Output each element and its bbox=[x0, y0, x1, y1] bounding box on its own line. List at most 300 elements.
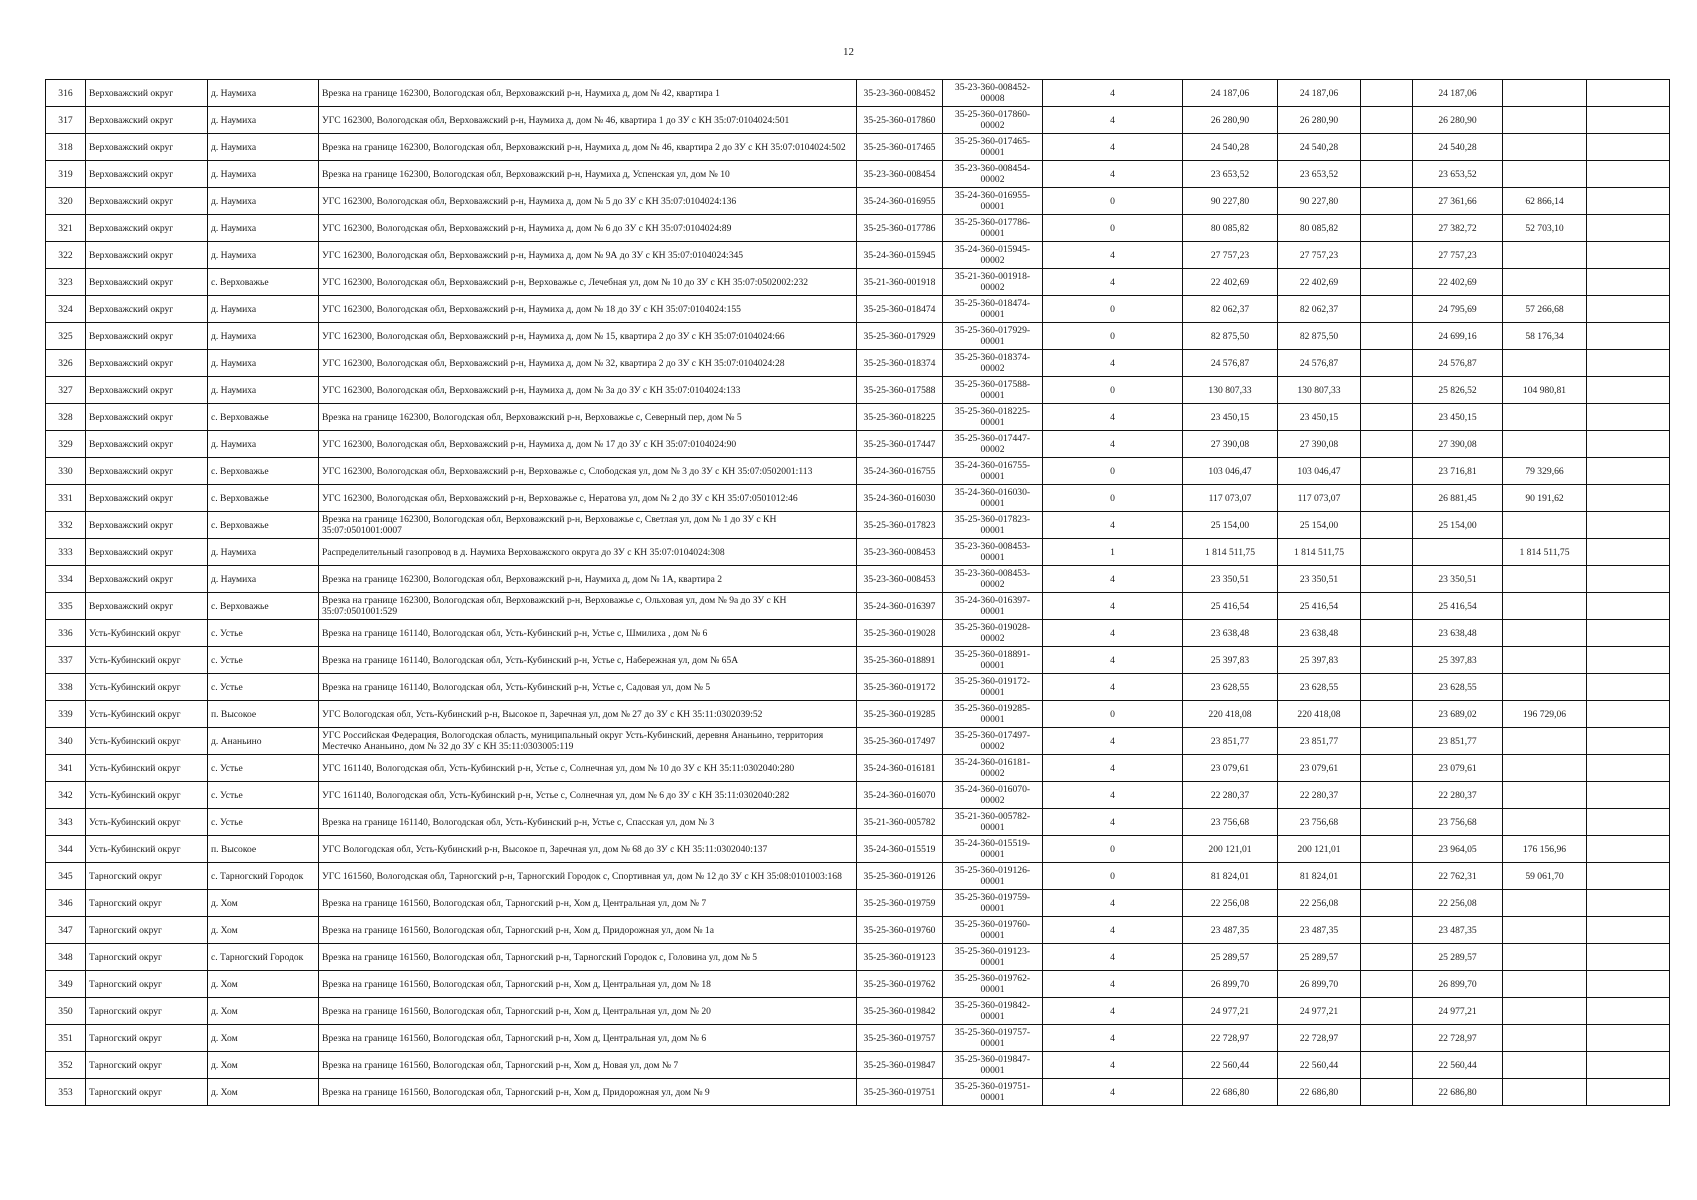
object-subcode-cell: 35-21-360-005782-00001 bbox=[943, 809, 1043, 836]
settlement-cell: с. Верховажье bbox=[208, 593, 319, 620]
settlement-cell: д. Хом bbox=[208, 890, 319, 917]
total-cost-cell: 25 289,57 bbox=[1183, 944, 1278, 971]
fee-cell: 25 416,54 bbox=[1413, 593, 1503, 620]
empty-last-cell bbox=[1587, 620, 1670, 647]
object-subcode-cell: 35-24-360-016397-00001 bbox=[943, 593, 1043, 620]
object-subcode-cell: 35-25-360-019285-00001 bbox=[943, 701, 1043, 728]
page-number: 12 bbox=[843, 46, 854, 58]
total-cost-cell: 80 085,82 bbox=[1183, 215, 1278, 242]
description-cell: Врезка на границе 162300, Вологодская обл, Верховажский р-н, Наумиха д, дом № 46, квартира 2 до ЗУ с КН 35:07:0104024:502 bbox=[319, 134, 857, 161]
description-cell: Врезка на границе 162300, Вологодская обл, Верховажский р-н, Верховажье с, Северный пер, дом № 5 bbox=[319, 404, 857, 431]
object-subcode-cell: 35-23-360-008453-00001 bbox=[943, 539, 1043, 566]
fee-cell: 22 560,44 bbox=[1413, 1052, 1503, 1079]
category-cell: 4 bbox=[1043, 647, 1183, 674]
category-cell: 0 bbox=[1043, 377, 1183, 404]
table-row bbox=[46, 215, 1670, 242]
settlement-cell: с. Верховажье bbox=[208, 269, 319, 296]
district-cell: Верховажский округ bbox=[86, 350, 208, 377]
total-cost-cell: 22 402,69 bbox=[1183, 269, 1278, 296]
cost-cell: 80 085,82 bbox=[1278, 215, 1361, 242]
cost-cell: 22 280,37 bbox=[1278, 782, 1361, 809]
category-cell: 4 bbox=[1043, 512, 1183, 539]
category-cell: 0 bbox=[1043, 296, 1183, 323]
empty-cost-cell bbox=[1361, 512, 1413, 539]
object-code-cell: 35-21-360-001918 bbox=[857, 269, 943, 296]
settlement-cell: д. Наумиха bbox=[208, 107, 319, 134]
row-number-cell: 325 bbox=[46, 323, 86, 350]
category-cell: 1 bbox=[1043, 539, 1183, 566]
empty-last-cell bbox=[1587, 188, 1670, 215]
description-cell: УГС Вологодская обл, Усть-Кубинский р-н, Высокое п, Заречная ул, дом № 27 до ЗУ с КН 35:11:0302039:52 bbox=[319, 701, 857, 728]
empty-cost-cell bbox=[1361, 674, 1413, 701]
settlement-cell: с. Верховажье bbox=[208, 404, 319, 431]
cost-cell: 22 560,44 bbox=[1278, 1052, 1361, 1079]
object-subcode-cell: 35-25-360-019757-00001 bbox=[943, 1025, 1043, 1052]
fee-cell: 27 361,66 bbox=[1413, 188, 1503, 215]
fee-cell: 23 450,15 bbox=[1413, 404, 1503, 431]
table-row bbox=[46, 377, 1670, 404]
cost-cell: 200 121,01 bbox=[1278, 836, 1361, 863]
empty-last-cell bbox=[1587, 296, 1670, 323]
object-code-cell: 35-24-360-015519 bbox=[857, 836, 943, 863]
row-number-cell: 345 bbox=[46, 863, 86, 890]
category-cell: 0 bbox=[1043, 863, 1183, 890]
table-row bbox=[46, 350, 1670, 377]
cost-cell: 24 540,28 bbox=[1278, 134, 1361, 161]
object-subcode-cell: 35-25-360-019751-00001 bbox=[943, 1079, 1043, 1106]
registry-table bbox=[45, 79, 1670, 1106]
category-cell: 4 bbox=[1043, 161, 1183, 188]
empty-last-cell bbox=[1587, 404, 1670, 431]
description-cell: УГС 162300, Вологодская обл, Верховажский р-н, Наумиха д, дом № 5 до ЗУ с КН 35:07:0104024:136 bbox=[319, 188, 857, 215]
empty-cost-cell bbox=[1361, 755, 1413, 782]
row-number-cell: 353 bbox=[46, 1079, 86, 1106]
cost-cell: 81 824,01 bbox=[1278, 863, 1361, 890]
description-cell: Врезка на границе 162300, Вологодская обл, Верховажский р-н, Наумиха д, Успенская ул, дом № 10 bbox=[319, 161, 857, 188]
district-cell: Тарногский округ bbox=[86, 917, 208, 944]
fee-cell: 23 851,77 bbox=[1413, 728, 1503, 755]
total-cost-cell: 24 187,06 bbox=[1183, 80, 1278, 107]
district-cell: Тарногский округ bbox=[86, 1079, 208, 1106]
district-cell: Усть-Кубинский округ bbox=[86, 728, 208, 755]
cost-cell: 22 256,08 bbox=[1278, 890, 1361, 917]
fee-cell: 22 402,69 bbox=[1413, 269, 1503, 296]
category-cell: 4 bbox=[1043, 431, 1183, 458]
object-subcode-cell: 35-25-360-019172-00001 bbox=[943, 674, 1043, 701]
description-cell: Врезка на границе 161560, Вологодская обл, Тарногский р-н, Хом д, Придорожная ул, дом № 1а bbox=[319, 917, 857, 944]
total-cost-cell: 24 540,28 bbox=[1183, 134, 1278, 161]
table-row bbox=[46, 485, 1670, 512]
object-subcode-cell: 35-23-360-008452-00008 bbox=[943, 80, 1043, 107]
total-cost-cell: 90 227,80 bbox=[1183, 188, 1278, 215]
empty-cost-cell bbox=[1361, 458, 1413, 485]
district-cell: Верховажский округ bbox=[86, 512, 208, 539]
empty-last-cell bbox=[1587, 161, 1670, 188]
empty-last-cell bbox=[1587, 863, 1670, 890]
settlement-cell: д. Хом bbox=[208, 917, 319, 944]
row-number-cell: 317 bbox=[46, 107, 86, 134]
empty-last-cell bbox=[1587, 458, 1670, 485]
fee-cell: 24 795,69 bbox=[1413, 296, 1503, 323]
row-number-cell: 323 bbox=[46, 269, 86, 296]
object-subcode-cell: 35-24-360-016955-00001 bbox=[943, 188, 1043, 215]
description-cell: Врезка на границе 161560, Вологодская обл, Тарногский р-н, Хом д, Центральная ул, дом № 20 bbox=[319, 998, 857, 1025]
row-number-cell: 348 bbox=[46, 944, 86, 971]
row-number-cell: 341 bbox=[46, 755, 86, 782]
cost-cell: 220 418,08 bbox=[1278, 701, 1361, 728]
fee-cell: 22 728,97 bbox=[1413, 1025, 1503, 1052]
category-cell: 0 bbox=[1043, 701, 1183, 728]
category-cell: 4 bbox=[1043, 917, 1183, 944]
cost-cell: 130 807,33 bbox=[1278, 377, 1361, 404]
total-cost-cell: 22 560,44 bbox=[1183, 1052, 1278, 1079]
object-code-cell: 35-25-360-019126 bbox=[857, 863, 943, 890]
empty-last-cell bbox=[1587, 431, 1670, 458]
object-subcode-cell: 35-25-360-017447-00002 bbox=[943, 431, 1043, 458]
category-cell: 4 bbox=[1043, 593, 1183, 620]
extra-cost-cell bbox=[1503, 674, 1587, 701]
description-cell: УГС 162300, Вологодская обл, Верховажский р-н, Наумиха д, дом № 17 до ЗУ с КН 35:07:0104024:90 bbox=[319, 431, 857, 458]
total-cost-cell: 23 756,68 bbox=[1183, 809, 1278, 836]
table-row bbox=[46, 1079, 1670, 1106]
settlement-cell: с. Устье bbox=[208, 620, 319, 647]
settlement-cell: д. Наумиха bbox=[208, 296, 319, 323]
description-cell: Врезка на границе 162300, Вологодская обл, Верховажский р-н, Наумиха д, дом № 42, квартира 1 bbox=[319, 80, 857, 107]
description-cell: Врезка на границе 162300, Вологодская обл, Верховажский р-н, Верховажье с, Светлая ул, дом № 1 до ЗУ с КН 35:07:0501001:0007 bbox=[319, 512, 857, 539]
fee-cell: 25 826,52 bbox=[1413, 377, 1503, 404]
empty-cost-cell bbox=[1361, 647, 1413, 674]
category-cell: 0 bbox=[1043, 485, 1183, 512]
table-row bbox=[46, 674, 1670, 701]
empty-cost-cell bbox=[1361, 296, 1413, 323]
fee-cell: 24 187,06 bbox=[1413, 80, 1503, 107]
table-row bbox=[46, 998, 1670, 1025]
description-cell: Врезка на границе 161140, Вологодская обл, Усть-Кубинский р-н, Устье с, Шмилиха , дом № 6 bbox=[319, 620, 857, 647]
category-cell: 4 bbox=[1043, 674, 1183, 701]
fee-cell: 23 079,61 bbox=[1413, 755, 1503, 782]
category-cell: 0 bbox=[1043, 188, 1183, 215]
district-cell: Верховажский округ bbox=[86, 215, 208, 242]
description-cell: УГС 162300, Вологодская обл, Верховажский р-н, Наумиха д, дом № 46, квартира 1 до ЗУ с КН 35:07:0104024:501 bbox=[319, 107, 857, 134]
total-cost-cell: 23 851,77 bbox=[1183, 728, 1278, 755]
object-subcode-cell: 35-24-360-016070-00002 bbox=[943, 782, 1043, 809]
settlement-cell: с. Устье bbox=[208, 782, 319, 809]
object-subcode-cell: 35-25-360-018374-00002 bbox=[943, 350, 1043, 377]
description-cell: УГС 162300, Вологодская обл, Верховажский р-н, Наумиха д, дом № 3а до ЗУ с КН 35:07:0104024:133 bbox=[319, 377, 857, 404]
empty-cost-cell bbox=[1361, 269, 1413, 296]
row-number-cell: 346 bbox=[46, 890, 86, 917]
object-subcode-cell: 35-25-360-019847-00001 bbox=[943, 1052, 1043, 1079]
cost-cell: 26 899,70 bbox=[1278, 971, 1361, 998]
description-cell: Врезка на границе 162300, Вологодская обл, Верховажский р-н, Верховажье с, Ольховая ул, дом № 9а до ЗУ с КН 35:07:0501001:529 bbox=[319, 593, 857, 620]
description-cell: Врезка на границе 161560, Вологодская обл, Тарногский р-н, Тарногский Городок с, Головина ул, дом № 5 bbox=[319, 944, 857, 971]
total-cost-cell: 23 079,61 bbox=[1183, 755, 1278, 782]
district-cell: Усть-Кубинский округ bbox=[86, 755, 208, 782]
object-code-cell: 35-24-360-015945 bbox=[857, 242, 943, 269]
extra-cost-cell bbox=[1503, 917, 1587, 944]
object-subcode-cell: 35-25-360-017860-00002 bbox=[943, 107, 1043, 134]
description-cell: УГС 161140, Вологодская обл, Усть-Кубинский р-н, Устье с, Солнечная ул, дом № 6 до ЗУ с КН 35:11:0302040:282 bbox=[319, 782, 857, 809]
total-cost-cell: 23 638,48 bbox=[1183, 620, 1278, 647]
extra-cost-cell bbox=[1503, 134, 1587, 161]
empty-last-cell bbox=[1587, 1052, 1670, 1079]
table-body bbox=[46, 80, 1670, 1106]
category-cell: 4 bbox=[1043, 620, 1183, 647]
settlement-cell: д. Наумиха bbox=[208, 566, 319, 593]
settlement-cell: с. Верховажье bbox=[208, 485, 319, 512]
settlement-cell: д. Хом bbox=[208, 1079, 319, 1106]
object-code-cell: 35-25-360-019028 bbox=[857, 620, 943, 647]
object-subcode-cell: 35-24-360-015519-00001 bbox=[943, 836, 1043, 863]
extra-cost-cell bbox=[1503, 566, 1587, 593]
settlement-cell: п. Высокое bbox=[208, 701, 319, 728]
table-row bbox=[46, 593, 1670, 620]
category-cell: 4 bbox=[1043, 971, 1183, 998]
total-cost-cell: 27 390,08 bbox=[1183, 431, 1278, 458]
description-cell: Врезка на границе 161560, Вологодская обл, Тарногский р-н, Хом д, Центральная ул, дом № 18 bbox=[319, 971, 857, 998]
object-subcode-cell: 35-25-360-017929-00001 bbox=[943, 323, 1043, 350]
category-cell: 4 bbox=[1043, 944, 1183, 971]
settlement-cell: д. Наумиха bbox=[208, 188, 319, 215]
settlement-cell: д. Наумиха bbox=[208, 161, 319, 188]
row-number-cell: 333 bbox=[46, 539, 86, 566]
table-row bbox=[46, 782, 1670, 809]
district-cell: Верховажский округ bbox=[86, 323, 208, 350]
category-cell: 0 bbox=[1043, 215, 1183, 242]
description-cell: УГС 162300, Вологодская обл, Верховажский р-н, Верховажье с, Слободская ул, дом № 3 до ЗУ с КН 35:07:0502001:113 bbox=[319, 458, 857, 485]
total-cost-cell: 25 154,00 bbox=[1183, 512, 1278, 539]
row-number-cell: 332 bbox=[46, 512, 86, 539]
empty-last-cell bbox=[1587, 539, 1670, 566]
cost-cell: 103 046,47 bbox=[1278, 458, 1361, 485]
category-cell: 4 bbox=[1043, 998, 1183, 1025]
fee-cell: 27 382,72 bbox=[1413, 215, 1503, 242]
description-cell: УГС 162300, Вологодская обл, Верховажский р-н, Наумиха д, дом № 32, квартира 2 до ЗУ с КН 35:07:0104024:28 bbox=[319, 350, 857, 377]
extra-cost-cell: 104 980,81 bbox=[1503, 377, 1587, 404]
object-code-cell: 35-25-360-019762 bbox=[857, 971, 943, 998]
fee-cell: 23 756,68 bbox=[1413, 809, 1503, 836]
object-subcode-cell: 35-24-360-016755-00001 bbox=[943, 458, 1043, 485]
table-row bbox=[46, 134, 1670, 161]
table-row bbox=[46, 539, 1670, 566]
total-cost-cell: 23 487,35 bbox=[1183, 917, 1278, 944]
total-cost-cell: 24 977,21 bbox=[1183, 998, 1278, 1025]
object-code-cell: 35-25-360-019172 bbox=[857, 674, 943, 701]
extra-cost-cell bbox=[1503, 242, 1587, 269]
description-cell: УГС 162300, Вологодская обл, Верховажский р-н, Наумиха д, дом № 15, квартира 2 до ЗУ с КН 35:07:0104024:66 bbox=[319, 323, 857, 350]
extra-cost-cell bbox=[1503, 1025, 1587, 1052]
description-cell: Врезка на границе 162300, Вологодская обл, Верховажский р-н, Наумиха д, дом № 1А, квартира 2 bbox=[319, 566, 857, 593]
row-number-cell: 326 bbox=[46, 350, 86, 377]
extra-cost-cell bbox=[1503, 431, 1587, 458]
object-code-cell: 35-25-360-017860 bbox=[857, 107, 943, 134]
object-code-cell: 35-21-360-005782 bbox=[857, 809, 943, 836]
extra-cost-cell bbox=[1503, 890, 1587, 917]
row-number-cell: 320 bbox=[46, 188, 86, 215]
description-cell: Врезка на границе 161560, Вологодская обл, Тарногский р-н, Хом д, Придорожная ул, дом № 9 bbox=[319, 1079, 857, 1106]
cost-cell: 25 289,57 bbox=[1278, 944, 1361, 971]
extra-cost-cell bbox=[1503, 1052, 1587, 1079]
row-number-cell: 321 bbox=[46, 215, 86, 242]
total-cost-cell: 27 757,23 bbox=[1183, 242, 1278, 269]
row-number-cell: 334 bbox=[46, 566, 86, 593]
empty-last-cell bbox=[1587, 971, 1670, 998]
settlement-cell: д. Хом bbox=[208, 998, 319, 1025]
empty-cost-cell bbox=[1361, 836, 1413, 863]
extra-cost-cell: 58 176,34 bbox=[1503, 323, 1587, 350]
total-cost-cell: 103 046,47 bbox=[1183, 458, 1278, 485]
object-subcode-cell: 35-25-360-017465-00001 bbox=[943, 134, 1043, 161]
district-cell: Усть-Кубинский округ bbox=[86, 647, 208, 674]
object-subcode-cell: 35-25-360-019028-00002 bbox=[943, 620, 1043, 647]
settlement-cell: д. Наумиха bbox=[208, 134, 319, 161]
district-cell: Верховажский округ bbox=[86, 269, 208, 296]
row-number-cell: 324 bbox=[46, 296, 86, 323]
object-subcode-cell: 35-25-360-018891-00001 bbox=[943, 647, 1043, 674]
category-cell: 4 bbox=[1043, 269, 1183, 296]
settlement-cell: д. Наумиха bbox=[208, 539, 319, 566]
empty-last-cell bbox=[1587, 701, 1670, 728]
empty-cost-cell bbox=[1361, 701, 1413, 728]
settlement-cell: п. Высокое bbox=[208, 836, 319, 863]
settlement-cell: д. Ананьино bbox=[208, 728, 319, 755]
fee-cell: 22 256,08 bbox=[1413, 890, 1503, 917]
object-subcode-cell: 35-25-360-019762-00001 bbox=[943, 971, 1043, 998]
object-code-cell: 35-24-360-016955 bbox=[857, 188, 943, 215]
description-cell: Врезка на границе 161140, Вологодская обл, Усть-Кубинский р-н, Устье с, Набережная ул, дом № 65А bbox=[319, 647, 857, 674]
category-cell: 0 bbox=[1043, 458, 1183, 485]
row-number-cell: 350 bbox=[46, 998, 86, 1025]
empty-cost-cell bbox=[1361, 80, 1413, 107]
district-cell: Верховажский округ bbox=[86, 593, 208, 620]
object-subcode-cell: 35-25-360-018225-00001 bbox=[943, 404, 1043, 431]
object-code-cell: 35-25-360-017497 bbox=[857, 728, 943, 755]
total-cost-cell: 22 728,97 bbox=[1183, 1025, 1278, 1052]
row-number-cell: 337 bbox=[46, 647, 86, 674]
category-cell: 4 bbox=[1043, 1025, 1183, 1052]
cost-cell: 24 977,21 bbox=[1278, 998, 1361, 1025]
district-cell: Верховажский округ bbox=[86, 107, 208, 134]
object-code-cell: 35-25-360-018474 bbox=[857, 296, 943, 323]
category-cell: 4 bbox=[1043, 782, 1183, 809]
extra-cost-cell bbox=[1503, 998, 1587, 1025]
object-code-cell: 35-24-360-016397 bbox=[857, 593, 943, 620]
description-cell: УГС 162300, Вологодская обл, Верховажский р-н, Наумиха д, дом № 18 до ЗУ с КН 35:07:0104024:155 bbox=[319, 296, 857, 323]
extra-cost-cell bbox=[1503, 404, 1587, 431]
fee-cell: 22 762,31 bbox=[1413, 863, 1503, 890]
object-subcode-cell: 35-24-360-016181-00002 bbox=[943, 755, 1043, 782]
table-row bbox=[46, 1025, 1670, 1052]
description-cell: УГС 161140, Вологодская обл, Усть-Кубинский р-н, Устье с, Солнечная ул, дом № 10 до ЗУ с КН 35:11:0302040:280 bbox=[319, 755, 857, 782]
cost-cell: 90 227,80 bbox=[1278, 188, 1361, 215]
total-cost-cell: 23 350,51 bbox=[1183, 566, 1278, 593]
empty-cost-cell bbox=[1361, 917, 1413, 944]
extra-cost-cell bbox=[1503, 107, 1587, 134]
extra-cost-cell bbox=[1503, 269, 1587, 296]
cost-cell: 25 154,00 bbox=[1278, 512, 1361, 539]
fee-cell: 25 154,00 bbox=[1413, 512, 1503, 539]
table-row bbox=[46, 458, 1670, 485]
extra-cost-cell: 57 266,68 bbox=[1503, 296, 1587, 323]
object-subcode-cell: 35-25-360-019123-00001 bbox=[943, 944, 1043, 971]
empty-last-cell bbox=[1587, 215, 1670, 242]
category-cell: 4 bbox=[1043, 728, 1183, 755]
empty-last-cell bbox=[1587, 323, 1670, 350]
fee-cell: 24 699,16 bbox=[1413, 323, 1503, 350]
table-row bbox=[46, 188, 1670, 215]
object-code-cell: 35-25-360-018891 bbox=[857, 647, 943, 674]
table-row bbox=[46, 809, 1670, 836]
extra-cost-cell: 62 866,14 bbox=[1503, 188, 1587, 215]
total-cost-cell: 26 280,90 bbox=[1183, 107, 1278, 134]
description-cell: УГС Вологодская обл, Усть-Кубинский р-н, Высокое п, Заречная ул, дом № 68 до ЗУ с КН 35:11:0302040:137 bbox=[319, 836, 857, 863]
empty-cost-cell bbox=[1361, 161, 1413, 188]
empty-cost-cell bbox=[1361, 1052, 1413, 1079]
district-cell: Верховажский округ bbox=[86, 188, 208, 215]
empty-cost-cell bbox=[1361, 107, 1413, 134]
settlement-cell: с. Устье bbox=[208, 674, 319, 701]
settlement-cell: д. Хом bbox=[208, 1025, 319, 1052]
object-code-cell: 35-25-360-017786 bbox=[857, 215, 943, 242]
fee-cell: 24 540,28 bbox=[1413, 134, 1503, 161]
fee-cell: 23 689,02 bbox=[1413, 701, 1503, 728]
empty-last-cell bbox=[1587, 647, 1670, 674]
district-cell: Тарногский округ bbox=[86, 998, 208, 1025]
category-cell: 4 bbox=[1043, 134, 1183, 161]
settlement-cell: с. Устье bbox=[208, 809, 319, 836]
district-cell: Верховажский округ bbox=[86, 80, 208, 107]
object-subcode-cell: 35-23-360-008454-00002 bbox=[943, 161, 1043, 188]
extra-cost-cell bbox=[1503, 350, 1587, 377]
description-cell: УГС 161560, Вологодская обл, Тарногский р-н, Тарногский Городок с, Спортивная ул, дом № 12 до ЗУ с КН 35:08:0101003:168 bbox=[319, 863, 857, 890]
table-row bbox=[46, 296, 1670, 323]
empty-last-cell bbox=[1587, 728, 1670, 755]
cost-cell: 27 390,08 bbox=[1278, 431, 1361, 458]
district-cell: Верховажский округ bbox=[86, 377, 208, 404]
extra-cost-cell bbox=[1503, 755, 1587, 782]
total-cost-cell: 1 814 511,75 bbox=[1183, 539, 1278, 566]
row-number-cell: 344 bbox=[46, 836, 86, 863]
object-code-cell: 35-25-360-019285 bbox=[857, 701, 943, 728]
empty-last-cell bbox=[1587, 755, 1670, 782]
cost-cell: 23 450,15 bbox=[1278, 404, 1361, 431]
table-row bbox=[46, 863, 1670, 890]
table-row bbox=[46, 269, 1670, 296]
cost-cell: 117 073,07 bbox=[1278, 485, 1361, 512]
empty-last-cell bbox=[1587, 350, 1670, 377]
total-cost-cell: 82 875,50 bbox=[1183, 323, 1278, 350]
object-subcode-cell: 35-25-360-019126-00001 bbox=[943, 863, 1043, 890]
table-row bbox=[46, 242, 1670, 269]
empty-last-cell bbox=[1587, 917, 1670, 944]
total-cost-cell: 130 807,33 bbox=[1183, 377, 1278, 404]
district-cell: Усть-Кубинский округ bbox=[86, 836, 208, 863]
empty-cost-cell bbox=[1361, 242, 1413, 269]
empty-cost-cell bbox=[1361, 323, 1413, 350]
district-cell: Тарногский округ bbox=[86, 890, 208, 917]
object-code-cell: 35-25-360-019751 bbox=[857, 1079, 943, 1106]
category-cell: 4 bbox=[1043, 107, 1183, 134]
object-code-cell: 35-25-360-017588 bbox=[857, 377, 943, 404]
district-cell: Тарногский округ bbox=[86, 1025, 208, 1052]
object-subcode-cell: 35-25-360-017588-00001 bbox=[943, 377, 1043, 404]
empty-last-cell bbox=[1587, 782, 1670, 809]
empty-last-cell bbox=[1587, 836, 1670, 863]
table-row bbox=[46, 431, 1670, 458]
object-code-cell: 35-25-360-019760 bbox=[857, 917, 943, 944]
object-subcode-cell: 35-25-360-018474-00001 bbox=[943, 296, 1043, 323]
object-code-cell: 35-24-360-016070 bbox=[857, 782, 943, 809]
